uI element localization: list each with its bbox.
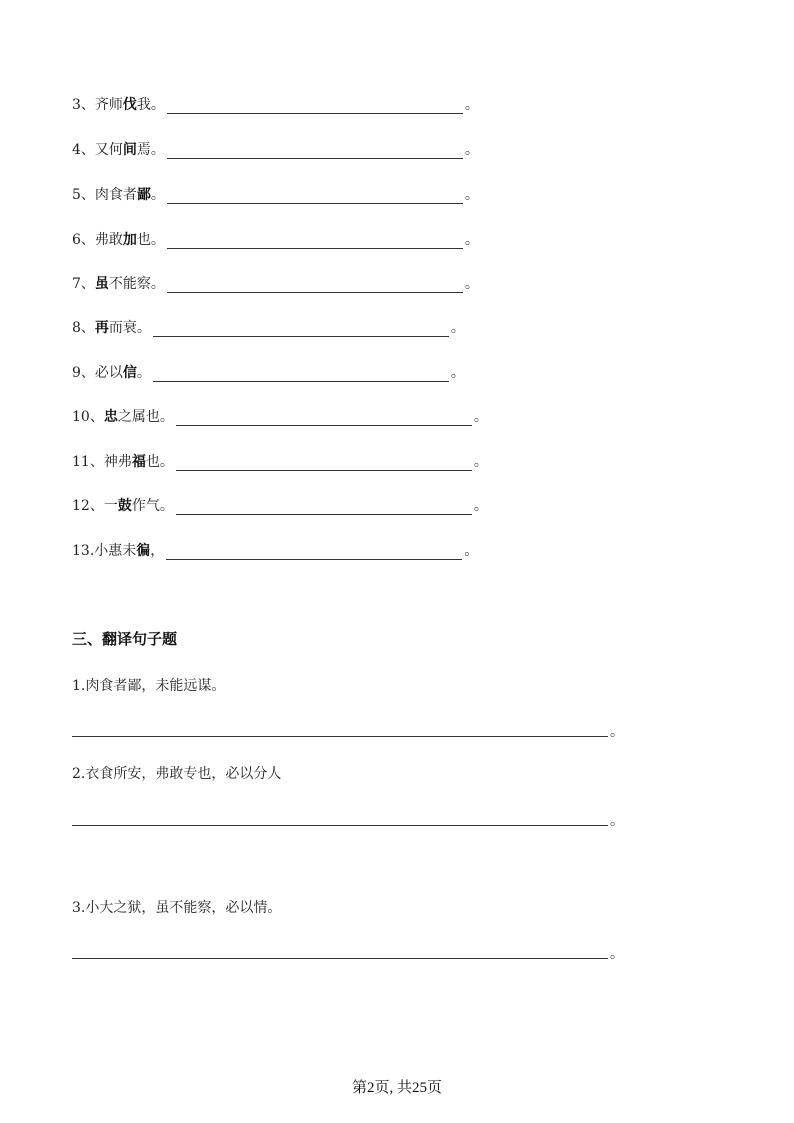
question-keyword: 徧 bbox=[136, 543, 151, 559]
question-number: 9、 bbox=[72, 365, 95, 381]
question-end-mark: 。 bbox=[464, 276, 479, 292]
question-row bbox=[72, 453, 488, 471]
translation-prompt: 3.小大之狱，虽不能察，必以情。 bbox=[72, 900, 282, 916]
answer-blank[interactable] bbox=[167, 97, 463, 114]
question-keyword: 信 bbox=[122, 365, 137, 381]
question-text-post: 也。 bbox=[145, 454, 174, 470]
translation-answer-line[interactable] bbox=[72, 825, 608, 826]
question-row bbox=[72, 186, 479, 204]
answer-blank[interactable] bbox=[176, 409, 472, 426]
question-keyword: 鼓 bbox=[117, 498, 132, 514]
question-number: 5、 bbox=[72, 187, 95, 203]
answer-blank[interactable] bbox=[167, 187, 463, 204]
question-end-mark: 。 bbox=[450, 320, 465, 336]
answer-blank[interactable] bbox=[167, 276, 463, 293]
section-title: 三、翻译句子题 bbox=[72, 630, 178, 648]
translation-end-mark: 。 bbox=[610, 813, 624, 829]
translation-end-mark: 。 bbox=[610, 946, 624, 962]
question-end-mark: 。 bbox=[464, 142, 479, 158]
answer-blank[interactable] bbox=[166, 543, 462, 560]
question-number: 4、 bbox=[72, 142, 95, 158]
answer-blank[interactable] bbox=[167, 142, 463, 159]
translation-prompt: 2.衣食所安，弗敢专也，必以分人 bbox=[72, 766, 282, 782]
question-end-mark: 。 bbox=[464, 187, 479, 203]
question-text-post: 我。 bbox=[136, 97, 165, 113]
question-number: 13. bbox=[72, 543, 95, 559]
translation-end-mark: 。 bbox=[610, 724, 624, 740]
question-text-pre: 一 bbox=[103, 498, 118, 514]
question-number: 8、 bbox=[72, 320, 95, 336]
question-number: 7、 bbox=[72, 276, 95, 292]
question-text-post: 而衰。 bbox=[108, 320, 151, 336]
answer-blank[interactable] bbox=[153, 320, 449, 337]
question-text-post: 之属也。 bbox=[117, 409, 174, 425]
question-number: 11、 bbox=[72, 454, 104, 470]
question-end-mark: 。 bbox=[473, 409, 488, 425]
question-keyword: 福 bbox=[131, 454, 146, 470]
question-row bbox=[72, 275, 479, 293]
question-row bbox=[72, 231, 479, 249]
question-keyword: 间 bbox=[122, 142, 137, 158]
question-number: 3、 bbox=[72, 97, 95, 113]
question-row bbox=[72, 364, 465, 382]
question-end-mark: 。 bbox=[464, 97, 479, 113]
question-row bbox=[72, 141, 479, 159]
question-text-post: 作气。 bbox=[131, 498, 174, 514]
question-text-post: 也。 bbox=[136, 232, 165, 248]
question-keyword: 伐 bbox=[122, 97, 137, 113]
question-end-mark: 。 bbox=[450, 365, 465, 381]
question-text-post: ， bbox=[150, 543, 165, 559]
answer-blank[interactable] bbox=[153, 365, 449, 382]
question-text-pre: 小惠未 bbox=[94, 543, 137, 559]
translation-answer-line[interactable] bbox=[72, 736, 608, 737]
question-text-pre: 弗敢 bbox=[94, 232, 123, 248]
translation-answer-line[interactable] bbox=[72, 958, 608, 959]
answer-blank[interactable] bbox=[176, 454, 472, 471]
question-text-post: 。 bbox=[150, 187, 165, 203]
question-row bbox=[72, 408, 488, 426]
question-text-pre: 必以 bbox=[94, 365, 123, 381]
answer-blank[interactable] bbox=[167, 232, 463, 249]
question-text-post: 不能察。 bbox=[108, 276, 165, 292]
question-end-mark: 。 bbox=[464, 543, 479, 559]
question-keyword: 加 bbox=[122, 232, 137, 248]
question-row bbox=[72, 96, 479, 114]
question-keyword: 虽 bbox=[94, 276, 109, 292]
question-number: 6、 bbox=[72, 232, 95, 248]
question-text-pre: 又何 bbox=[94, 142, 123, 158]
question-keyword: 再 bbox=[94, 320, 109, 336]
question-row bbox=[72, 542, 478, 560]
question-row bbox=[72, 497, 488, 515]
question-text-pre: 神弗 bbox=[103, 454, 132, 470]
question-number: 12、 bbox=[72, 498, 104, 514]
question-number: 10、 bbox=[72, 409, 104, 425]
question-keyword: 鄙 bbox=[136, 187, 151, 203]
answer-blank[interactable] bbox=[176, 498, 472, 515]
question-end-mark: 。 bbox=[473, 498, 488, 514]
page-footer: 第2页, 共25页 bbox=[351, 1080, 442, 1096]
question-keyword: 忠 bbox=[103, 409, 118, 425]
question-text-post: 焉。 bbox=[136, 142, 165, 158]
question-text-pre: 齐师 bbox=[94, 97, 123, 113]
question-row bbox=[72, 319, 465, 337]
translation-prompt: 1.肉食者鄙，未能远谋。 bbox=[72, 678, 226, 694]
question-end-mark: 。 bbox=[464, 232, 479, 248]
question-text-pre: 肉食者 bbox=[94, 187, 137, 203]
question-end-mark: 。 bbox=[473, 454, 488, 470]
question-text-post: 。 bbox=[136, 365, 151, 381]
